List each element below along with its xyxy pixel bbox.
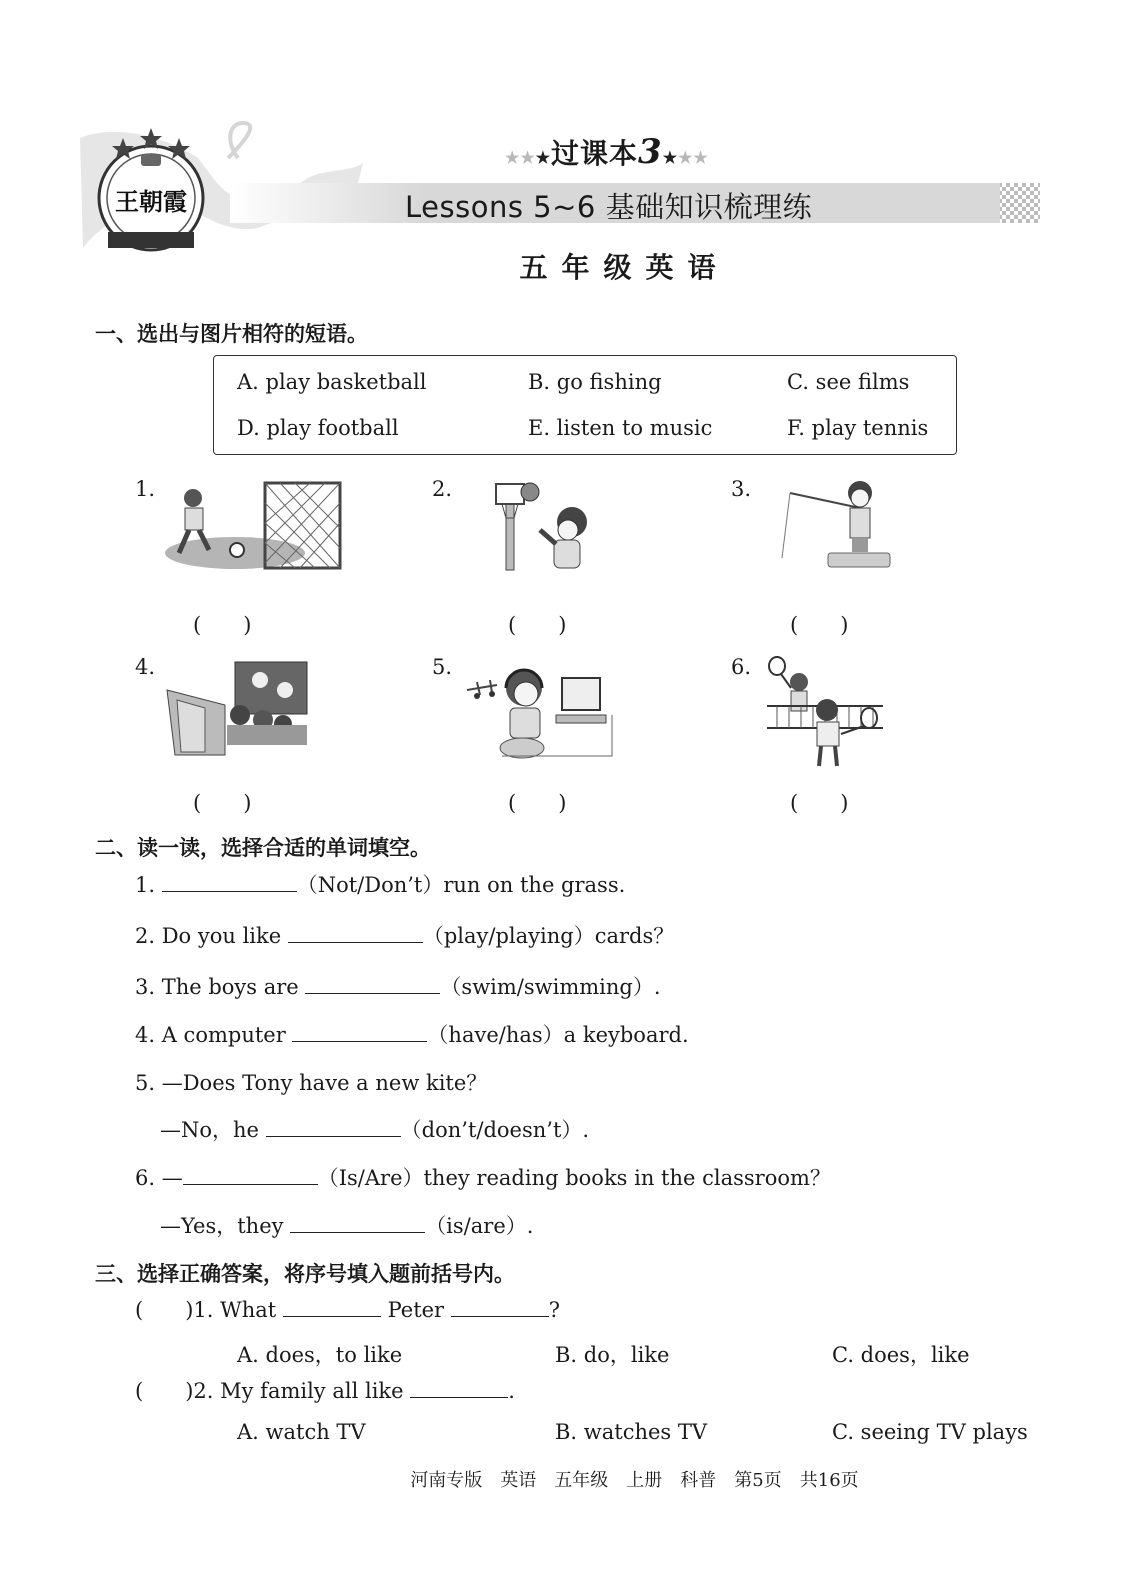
fill-line-5: 5. —Does Tony have a new kite？ (135, 1071, 488, 1095)
option-d: D. play football (237, 416, 399, 440)
item-number: 6. (731, 655, 752, 679)
mc-option: B. watches TV (555, 1420, 708, 1444)
section3-heading: 三、选择正确答案，将序号填入题前括号内。 (95, 1261, 515, 1286)
answer-paren[interactable]: ( ) (135, 1379, 194, 1403)
basketball-picture (492, 478, 602, 573)
answer-blank[interactable] (410, 1377, 508, 1398)
option-e: E. listen to music (528, 416, 713, 440)
answer-paren[interactable]: ( ) (135, 1298, 194, 1322)
fill-line-2: 2. Do you like （play/playing）cards？ (135, 924, 675, 948)
section1-heading: 一、选出与图片相符的短语。 (95, 321, 368, 346)
item-number: 1. (135, 477, 156, 501)
section2-heading: 二、读一读，选择合适的单词填空。 (95, 835, 431, 860)
mc-option: C. seeing TV plays (832, 1420, 1028, 1444)
logo-text: 王朝霞 (115, 187, 187, 216)
page-footer: 河南专版 英语 五年级 上册 科普 第5页 共16页 (410, 1470, 859, 1491)
answer-blank[interactable] (305, 973, 440, 994)
answer-blank[interactable] (283, 1296, 381, 1317)
option-c: C. see films (787, 370, 910, 394)
mc-option: C. does，like (832, 1343, 970, 1367)
mc-question-1: ( )1. What Peter ? (135, 1298, 561, 1322)
mc-question-2: ( )2. My family all like . (135, 1379, 515, 1403)
option-b: B. go fishing (528, 370, 662, 394)
item-number: 2. (432, 477, 453, 501)
fill-line-4: 4. A computer （have/has）a keyboard. (135, 1023, 689, 1047)
answer-paren[interactable]: ( ) (193, 791, 252, 815)
fill-line-3: 3. The boys are （swim/swimming）. (135, 975, 661, 999)
option-a: A. play basketball (237, 370, 427, 394)
fill-line-1: 1. （Not/Don’t）run on the grass. (135, 873, 626, 897)
football-picture (165, 478, 345, 573)
option-f: F. play tennis (787, 416, 929, 440)
fishing-picture (770, 478, 895, 573)
answer-blank[interactable] (292, 1021, 427, 1042)
answer-paren[interactable]: ( ) (193, 613, 252, 637)
answer-blank[interactable] (266, 1116, 401, 1137)
tennis-picture (765, 656, 885, 772)
answer-blank[interactable] (183, 1164, 318, 1185)
item-number: 4. (135, 655, 156, 679)
fill-line-6: 6. — （Is/Are）they reading books in the classroom？ (135, 1166, 831, 1190)
item-number: 3. (731, 477, 752, 501)
mc-option: B. do，like (555, 1343, 670, 1367)
answer-blank[interactable] (290, 1212, 425, 1233)
fill-line-5b: —No，he （don’t/doesn’t）. (160, 1118, 590, 1142)
answer-paren[interactable]: ( ) (508, 791, 567, 815)
answer-blank[interactable] (451, 1296, 549, 1317)
answer-paren[interactable]: ( ) (508, 613, 567, 637)
mc-option: A. watch TV (237, 1420, 366, 1444)
answer-paren[interactable]: ( ) (790, 791, 849, 815)
answer-paren[interactable]: ( ) (790, 613, 849, 637)
series-label: ★★★过课本3★★★ (505, 132, 709, 172)
answer-blank[interactable] (162, 871, 297, 892)
item-number: 5. (432, 655, 453, 679)
cinema-picture (165, 660, 310, 758)
answer-blank[interactable] (288, 922, 423, 943)
mc-option: A. does，to like (237, 1343, 403, 1367)
music-picture (462, 660, 617, 762)
fill-line-6b: —Yes，they （is/are）. (160, 1214, 534, 1238)
lesson-title: Lessons 5~6 基础知识梳理练 (405, 190, 813, 224)
page-subtitle: 五年级英语 (519, 251, 730, 284)
